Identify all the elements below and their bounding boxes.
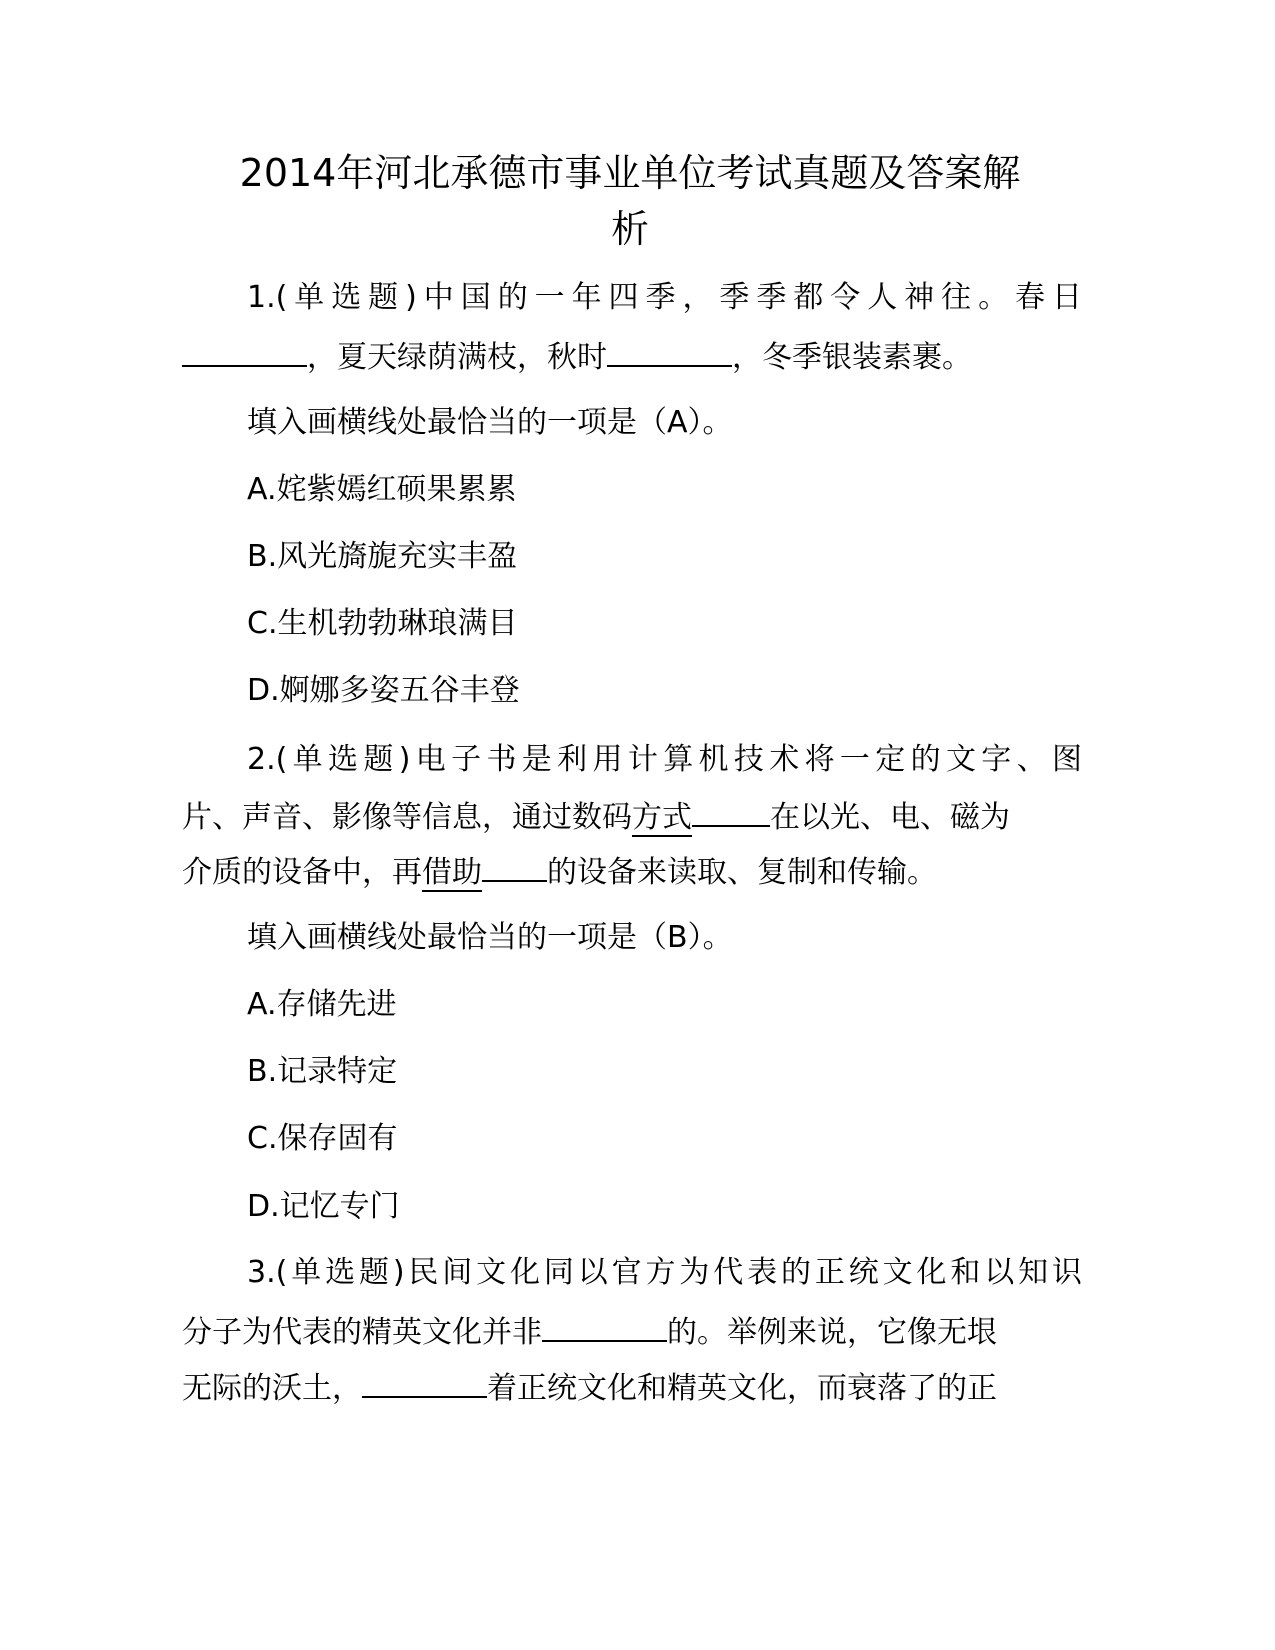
title-line-1: 2014年河北承德市事业单位考试真题及答案解 [239, 151, 1021, 195]
q1-blank-2 [607, 335, 732, 367]
document-title [180, 145, 1080, 257]
q2-option-a: A.存储先进 [247, 987, 397, 1022]
q2-option-c: C.保存固有 [247, 1121, 398, 1156]
q3-stem-line-1: 3.(单选题)民间文化同以官方为代表的正统文化和以知识 [247, 1255, 1082, 1290]
q2-underlined-word-1: 方式 [632, 800, 692, 835]
title-line-2: 析 [610, 207, 649, 251]
q1-option-a: A.姹紫嫣红硕果累累 [247, 472, 517, 507]
q1-option-c: C.生机勃勃琳琅满目 [247, 606, 518, 641]
q2-option-d: D.记忆专门 [247, 1189, 400, 1224]
q1-stem-line-1: 1.(单选题)中国的一年四季，季季都令人神往。春日 [247, 280, 1082, 315]
q2-option-b: B.记录特定 [247, 1054, 398, 1089]
q2-prompt: 填入画横线处最恰当的一项是（B）。 [247, 920, 733, 955]
q2-blank-2 [482, 850, 547, 882]
q1-prompt: 填入画横线处最恰当的一项是（A）。 [247, 405, 733, 440]
q3-blank-1 [542, 1310, 667, 1342]
q3-stem-line-3: 无际的沃土， 着正统文化和精英文化，而衰落了的正 [182, 1366, 1082, 1406]
q2-underlined-word-2: 借助 [422, 855, 482, 890]
q2-stem-line-2: 片、声音、影像等信息，通过数码方式 在以光、电、磁为 [182, 795, 1082, 835]
q2-blank-1 [692, 795, 770, 827]
q3-blank-2 [362, 1366, 487, 1398]
q1-blank-1 [182, 335, 307, 367]
q1-option-b: B.风光旖旎充实丰盈 [247, 539, 518, 574]
q1-option-d: D.婀娜多姿五谷丰登 [247, 673, 520, 708]
q2-stem-line-1: 2.(单选题)电子书是利用计算机技术将一定的文字、图 [247, 742, 1082, 777]
q3-stem-line-2: 分子为代表的精英文化并非 的。举例来说，它像无垠 [182, 1310, 1082, 1350]
q2-stem-line-3: 介质的设备中，再借助 的设备来读取、复制和传输。 [182, 850, 1082, 890]
q1-stem-line-2: ，夏天绿荫满枝，秋时 ，冬季银装素裹。 [182, 335, 1082, 375]
